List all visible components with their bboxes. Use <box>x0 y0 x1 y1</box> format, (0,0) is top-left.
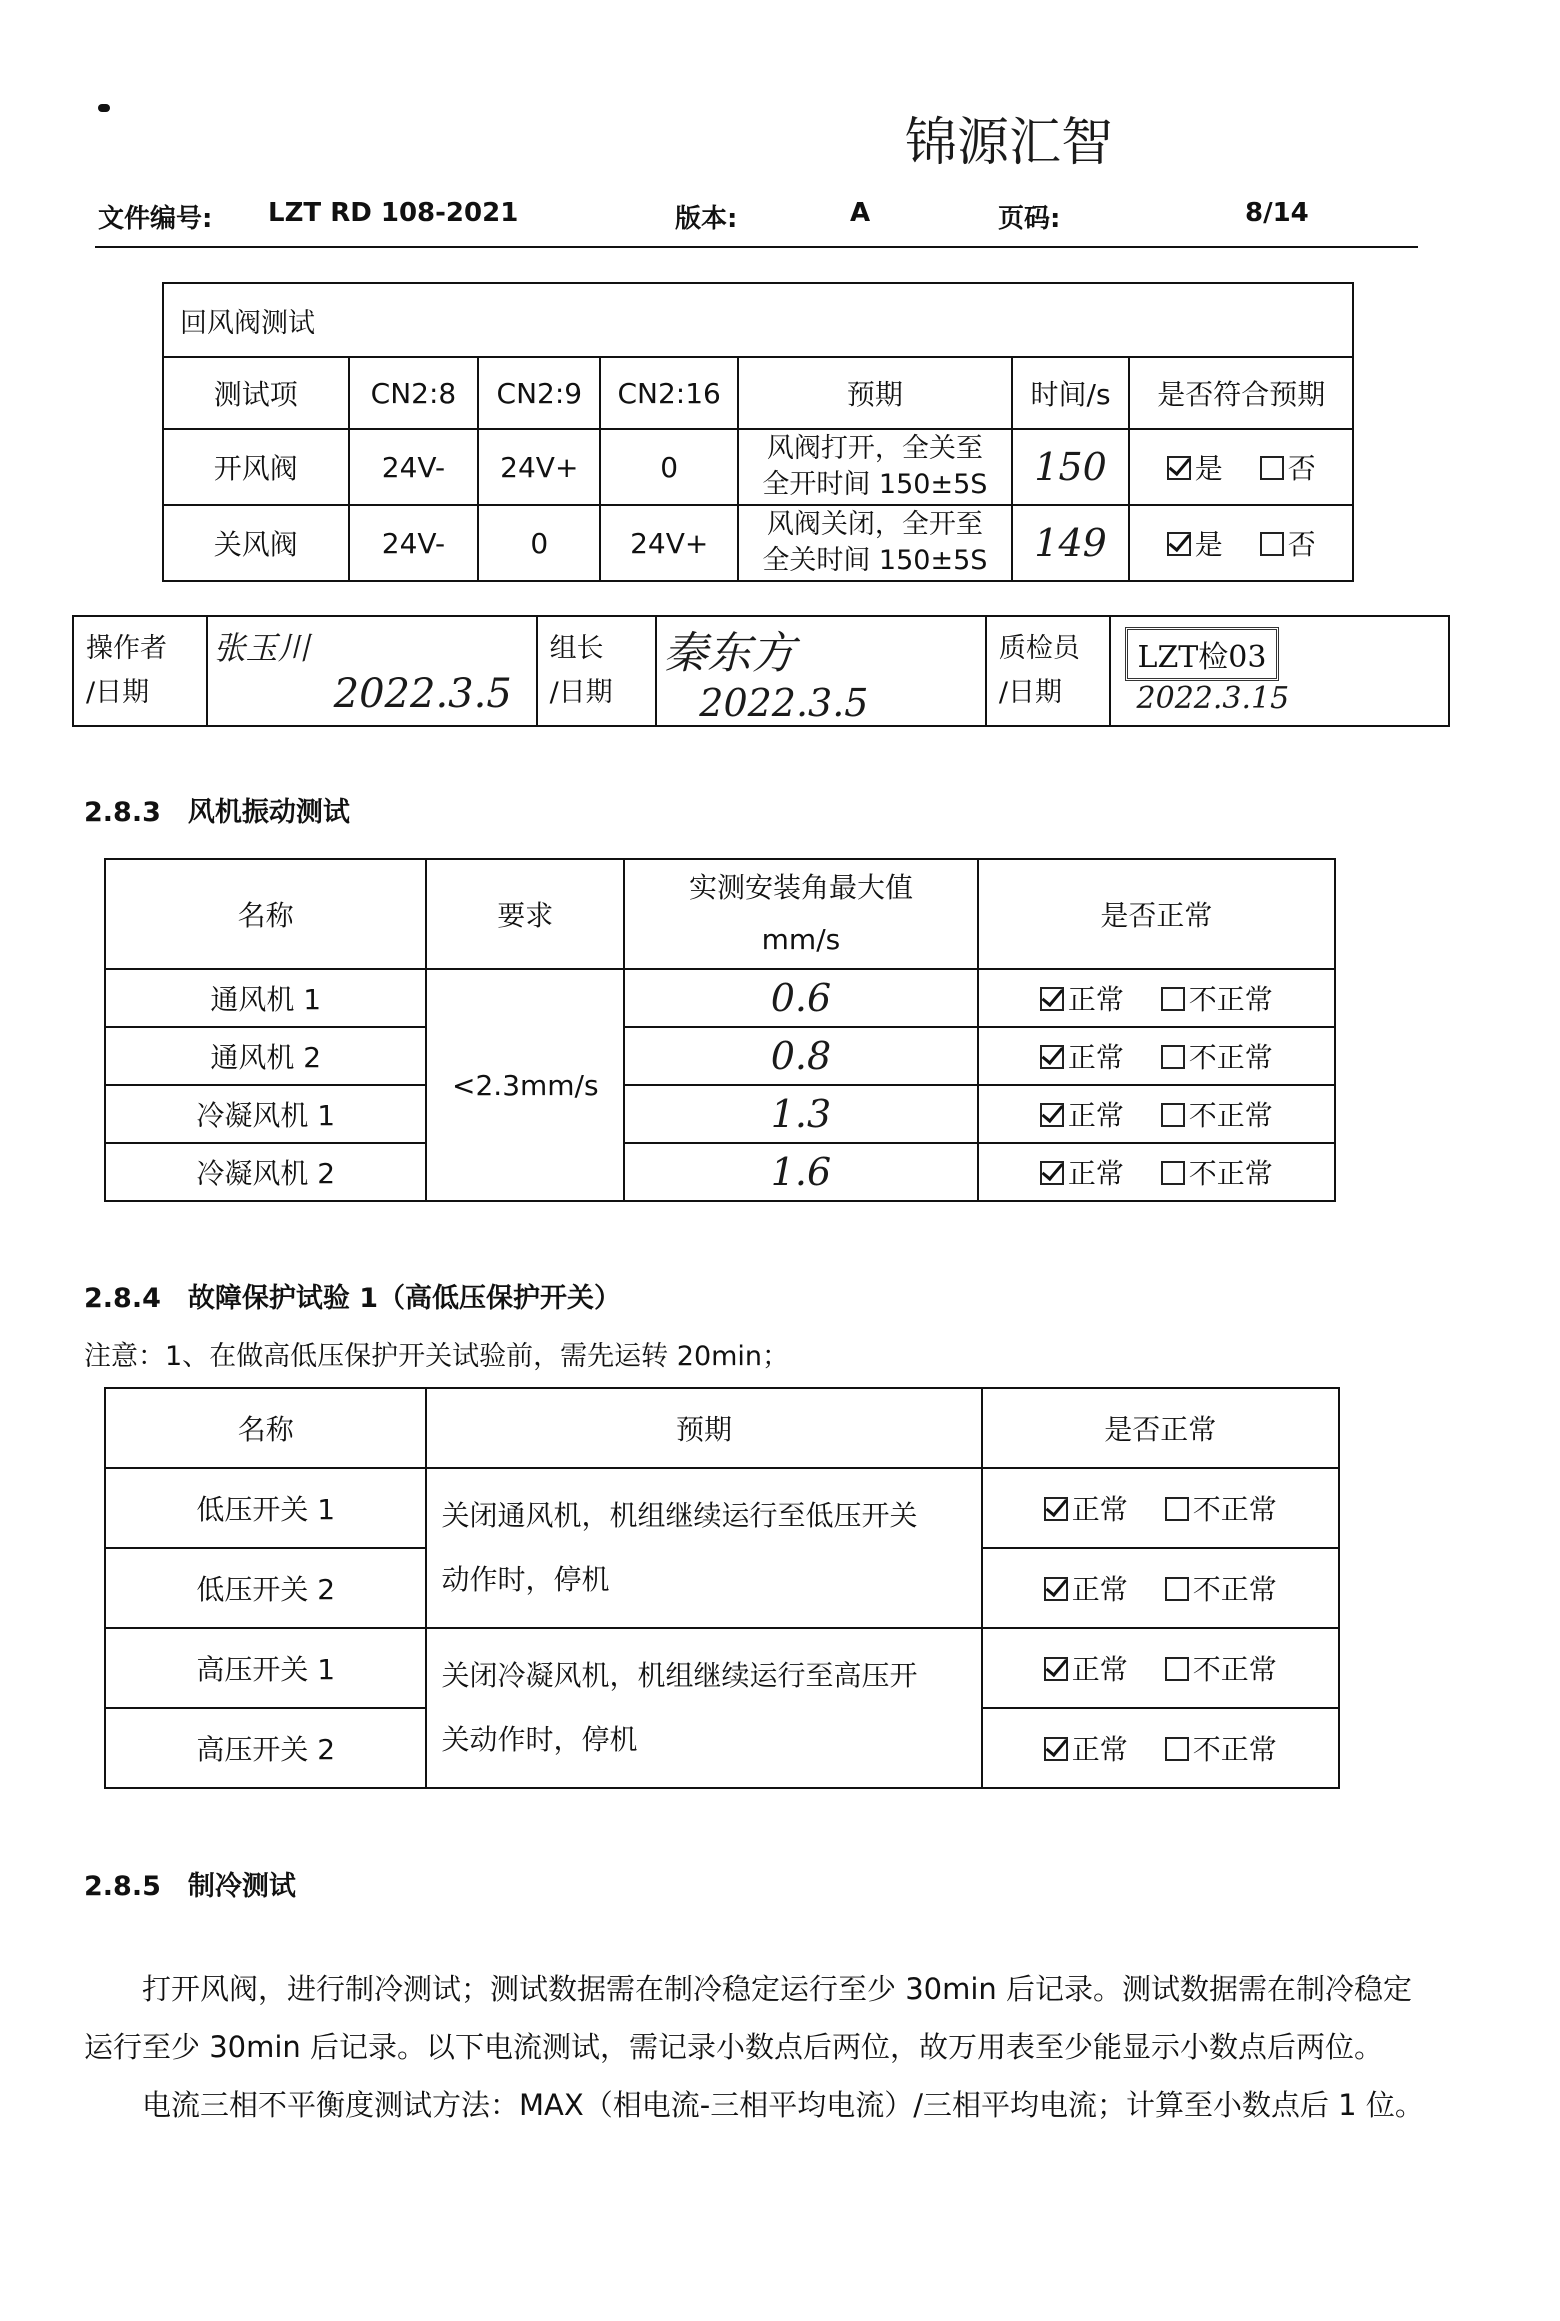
fan-name: 冷凝风机 2 <box>105 1143 426 1201</box>
normal-option[interactable]: 正常 <box>1044 1648 1128 1688</box>
abnormal-option[interactable]: 不正常 <box>1165 1488 1277 1528</box>
section-2-8-4-title: 2.8.4 故障保护试验 1（高低压保护开关） <box>84 1283 622 1314</box>
checkbox-checked-icon <box>1040 1103 1064 1127</box>
cooling-paragraph <box>84 1960 1464 2134</box>
checkbox-checked-icon <box>1167 456 1191 480</box>
switch-status <box>982 1708 1339 1788</box>
operator-signature[interactable] <box>207 616 537 726</box>
damper-cn16: 0 <box>600 429 738 505</box>
version: A <box>850 198 871 228</box>
section-2-8-3-title: 2.8.3 风机振动测试 <box>84 797 350 828</box>
damper-test-table <box>162 282 1354 582</box>
checkbox-checked-icon <box>1040 987 1064 1011</box>
fan-value: 0.8 <box>624 1027 977 1085</box>
vibration-header-ok: 是否正常 <box>978 859 1335 969</box>
qc-date: 2022.3.15 <box>1136 680 1290 716</box>
leader-signature[interactable] <box>656 616 986 726</box>
abnormal-option[interactable]: 不正常 <box>1165 1648 1277 1688</box>
checkbox-checked-icon <box>1044 1657 1068 1681</box>
switch-status <box>982 1628 1339 1708</box>
damper-cn16: 24V+ <box>600 505 738 581</box>
switch-name: 高压开关 1 <box>105 1628 426 1708</box>
version-label: 版本: <box>675 204 738 234</box>
damper-title: 回风阀测试 <box>163 283 1353 357</box>
cooling-line-1: 打开风阀，进行制冷测试；测试数据需在制冷稳定运行至少 30min 后记录。测试数据需在制冷稳定 <box>142 1972 1413 2006</box>
page-number: 8/14 <box>1245 198 1309 228</box>
damper-header-cn8: CN2:8 <box>349 357 479 429</box>
fan-status <box>978 1143 1335 1201</box>
table-row <box>163 505 1353 581</box>
damper-time: 150 <box>1012 429 1130 505</box>
vibration-table <box>104 858 1336 1202</box>
checkbox-icon <box>1165 1577 1189 1601</box>
damper-expect <box>738 429 1011 505</box>
checkbox-icon <box>1161 1045 1185 1069</box>
checkbox-checked-icon <box>1167 532 1191 556</box>
damper-cn8: 24V- <box>349 505 479 581</box>
fan-status <box>978 1085 1335 1143</box>
yes-option[interactable]: 是 <box>1167 447 1223 487</box>
checkbox-checked-icon <box>1044 1497 1068 1521</box>
damper-conform <box>1129 505 1353 581</box>
fan-status <box>978 969 1335 1027</box>
fan-status <box>978 1027 1335 1085</box>
abnormal-option[interactable]: 不正常 <box>1161 978 1273 1018</box>
damper-item: 关风阀 <box>163 505 349 581</box>
fan-name: 通风机 1 <box>105 969 426 1027</box>
table-row <box>105 1628 1339 1708</box>
checkbox-icon <box>1165 1657 1189 1681</box>
fault-header-name: 名称 <box>105 1388 426 1468</box>
abnormal-option[interactable]: 不正常 <box>1165 1568 1277 1608</box>
page-label: 页码: <box>998 204 1061 234</box>
fan-value: 1.3 <box>624 1085 977 1143</box>
damper-item: 开风阀 <box>163 429 349 505</box>
table-row <box>105 1143 1335 1201</box>
section-2-8-5-title: 2.8.5 制冷测试 <box>84 1871 296 1902</box>
switch-name: 高压开关 2 <box>105 1708 426 1788</box>
normal-option[interactable]: 正常 <box>1040 978 1124 1018</box>
damper-cn8: 24V- <box>349 429 479 505</box>
damper-header-item: 测试项 <box>163 357 349 429</box>
damper-cn9: 0 <box>478 505 600 581</box>
high-pressure-expect: 关闭冷凝风机，机组继续运行至高压开 关动作时，停机 <box>426 1628 981 1788</box>
damper-header-expect: 预期 <box>738 357 1011 429</box>
fan-value: 0.6 <box>624 969 977 1027</box>
signoff-table <box>72 615 1450 727</box>
mark-dot <box>98 104 110 112</box>
damper-expect-line1: 风阀打开，全关至 <box>766 433 983 464</box>
checkbox-icon <box>1161 987 1185 1011</box>
leader-label: 组长 /日期 <box>537 616 657 726</box>
cooling-line-3: 电流三相不平衡度测试方法：MAX（相电流-三相平均电流）/三相平均电流；计算至小数点后 1 位。 <box>142 2088 1424 2122</box>
damper-conform <box>1129 429 1353 505</box>
checkbox-icon <box>1161 1103 1185 1127</box>
yes-option[interactable]: 是 <box>1167 523 1223 563</box>
normal-option[interactable]: 正常 <box>1040 1036 1124 1076</box>
operator-label: 操作者 /日期 <box>73 616 207 726</box>
normal-option[interactable]: 正常 <box>1040 1094 1124 1134</box>
damper-expect <box>738 505 1011 581</box>
vibration-requirement: <2.3mm/s <box>426 969 624 1201</box>
abnormal-option[interactable]: 不正常 <box>1161 1036 1273 1076</box>
damper-expect-line2: 全关时间 150±5S <box>762 545 988 576</box>
table-row <box>105 969 1335 1027</box>
damper-expect-line2: 全开时间 150±5S <box>762 469 988 500</box>
checkbox-icon <box>1260 532 1284 556</box>
checkbox-checked-icon <box>1044 1737 1068 1761</box>
leader-name: 秦东方 <box>663 628 796 679</box>
vibration-header-req: 要求 <box>426 859 624 969</box>
damper-header-conform: 是否符合预期 <box>1129 357 1353 429</box>
doc-no: LZT RD 108-2021 <box>268 198 519 228</box>
switch-name: 低压开关 1 <box>105 1468 426 1548</box>
switch-status <box>982 1468 1339 1548</box>
vibration-header-name: 名称 <box>105 859 426 969</box>
damper-header-cn16: CN2:16 <box>600 357 738 429</box>
leader-date: 2022.3.5 <box>699 681 869 725</box>
switch-name: 低压开关 2 <box>105 1548 426 1628</box>
no-option[interactable]: 否 <box>1260 447 1316 487</box>
table-row <box>105 1085 1335 1143</box>
fan-value: 1.6 <box>624 1143 977 1201</box>
damper-header-time: 时间/s <box>1012 357 1130 429</box>
fault-note: 注意：1、在做高低压保护开关试验前，需先运转 20min； <box>84 1341 790 1372</box>
damper-cn9: 24V+ <box>478 429 600 505</box>
fault-header-expect: 预期 <box>426 1388 981 1468</box>
checkbox-checked-icon <box>1040 1161 1064 1185</box>
low-pressure-expect: 关闭通风机，机组继续运行至低压开关 动作时，停机 <box>426 1468 981 1628</box>
qc-stamp: LZT检03 <box>1125 627 1280 681</box>
qc-signature[interactable] <box>1110 616 1449 726</box>
table-row <box>105 1027 1335 1085</box>
operator-date: 2022.3.5 <box>333 671 512 717</box>
damper-expect-line1: 风阀关闭，全开至 <box>766 509 983 540</box>
abnormal-option[interactable]: 不正常 <box>1161 1094 1273 1134</box>
damper-time: 149 <box>1012 505 1130 581</box>
table-row <box>163 429 1353 505</box>
checkbox-icon <box>1161 1161 1185 1185</box>
operator-name: 张玉川 <box>213 629 310 667</box>
normal-option[interactable]: 正常 <box>1044 1568 1128 1608</box>
abnormal-option[interactable]: 不正常 <box>1165 1728 1277 1768</box>
fan-name: 通风机 2 <box>105 1027 426 1085</box>
fan-name: 冷凝风机 1 <box>105 1085 426 1143</box>
fault-protection-table <box>104 1387 1340 1789</box>
checkbox-icon <box>1165 1737 1189 1761</box>
vibration-header-max: 实测安装角最大值 mm/s <box>624 859 977 969</box>
header-rule <box>95 246 1418 248</box>
checkbox-icon <box>1165 1497 1189 1521</box>
checkbox-checked-icon <box>1044 1577 1068 1601</box>
switch-status <box>982 1548 1339 1628</box>
table-row <box>105 1468 1339 1548</box>
damper-header-cn9: CN2:9 <box>478 357 600 429</box>
checkbox-checked-icon <box>1040 1045 1064 1069</box>
doc-no-label: 文件编号: <box>98 204 213 234</box>
qc-label: 质检员 /日期 <box>986 616 1110 726</box>
fault-header-ok: 是否正常 <box>982 1388 1339 1468</box>
normal-option[interactable]: 正常 <box>1040 1152 1124 1192</box>
checkbox-icon <box>1260 456 1284 480</box>
cooling-line-2: 运行至少 30min 后记录。以下电流测试，需记录小数点后两位，故万用表至少能显示小数点后两位。 <box>84 2030 1384 2064</box>
company-name: 锦源汇智 <box>905 113 1114 173</box>
abnormal-option[interactable]: 不正常 <box>1161 1152 1273 1192</box>
no-option[interactable]: 否 <box>1260 523 1316 563</box>
normal-option[interactable]: 正常 <box>1044 1728 1128 1768</box>
normal-option[interactable]: 正常 <box>1044 1488 1128 1528</box>
